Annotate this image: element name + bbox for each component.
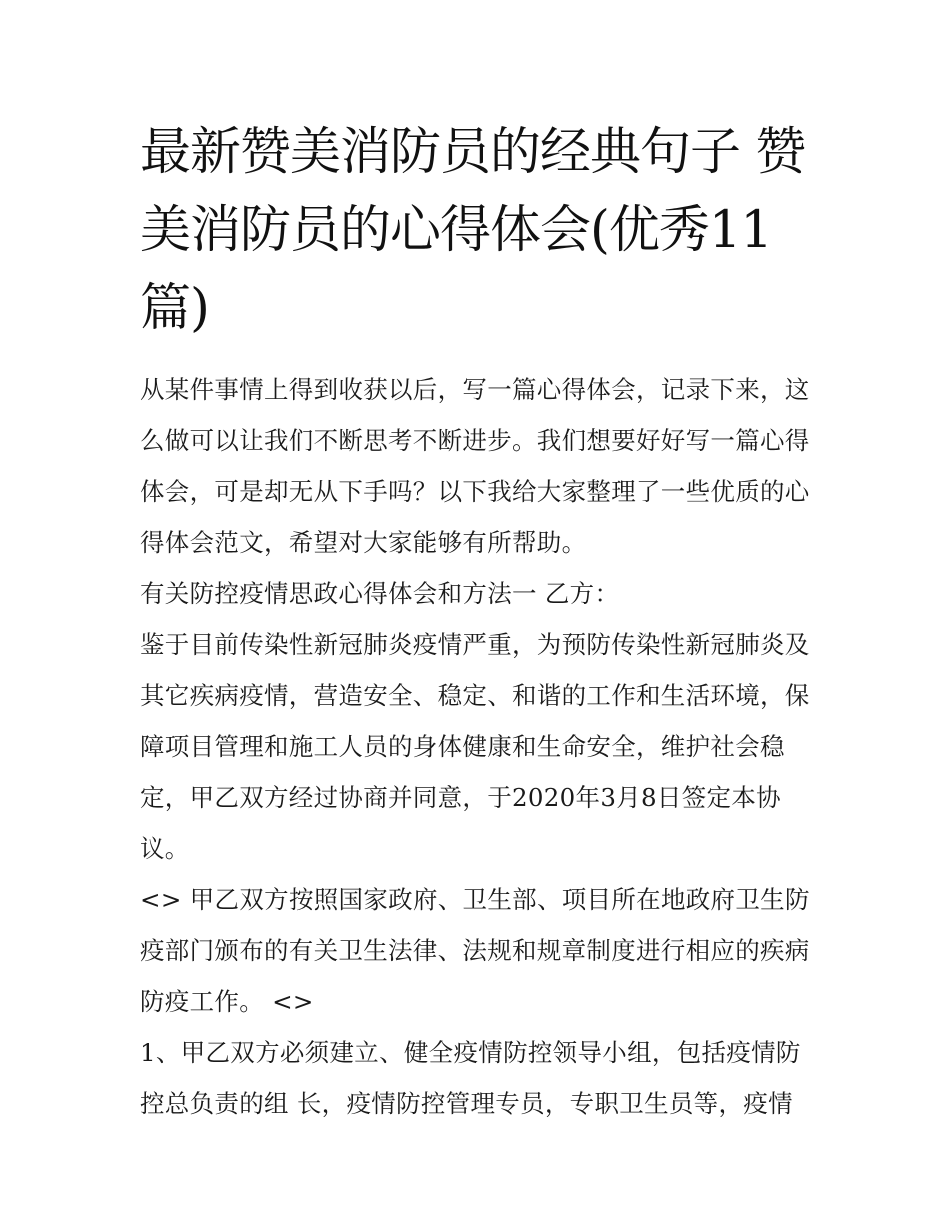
document-content	[140, 114, 820, 1129]
body-paragraph: 鉴于目前传染性新冠肺炎疫情严重，为预防传染性新冠肺炎及其它疾病疫情，营造安全、稳定、和谐的工作和生活环境，保障项目管理和施工人员的身体健康和生命安全，维护社会稳定，甲乙双方经过协商并同意，于2020年3月8日签定本协议。	[140, 630, 810, 863]
body-paragraph: <> 甲乙双方按照国家政府、卫生部、项目所在地政府卫生防疫部门颁布的有关卫生法律、法规和规章制度进行相应的疾病防疫工作。 <>	[140, 885, 810, 1016]
section-heading: 有关防控疫情思政心得体会和方法一 乙方：	[140, 579, 620, 608]
document-title: 最新赞美消防员的经典句子 赞美消防员的心得体会(优秀11篇)	[140, 123, 806, 338]
body-paragraph: 1、甲乙双方必须建立、健全疫情防控领导小组，包括疫情防控总负责的组 长，疫情防控管理专员，专职卫生员等，疫情	[140, 1038, 801, 1118]
document-body	[140, 364, 820, 1129]
intro-paragraph: 从某件事情上得到收获以后，写一篇心得体会，记录下来，这么做可以让我们不断思考不断进步。我们想要好好写一篇心得体会，可是却无从下手吗？以下我给大家整理了一些优质的心得体会范文，希望对大家能够有所帮助。	[140, 375, 810, 557]
